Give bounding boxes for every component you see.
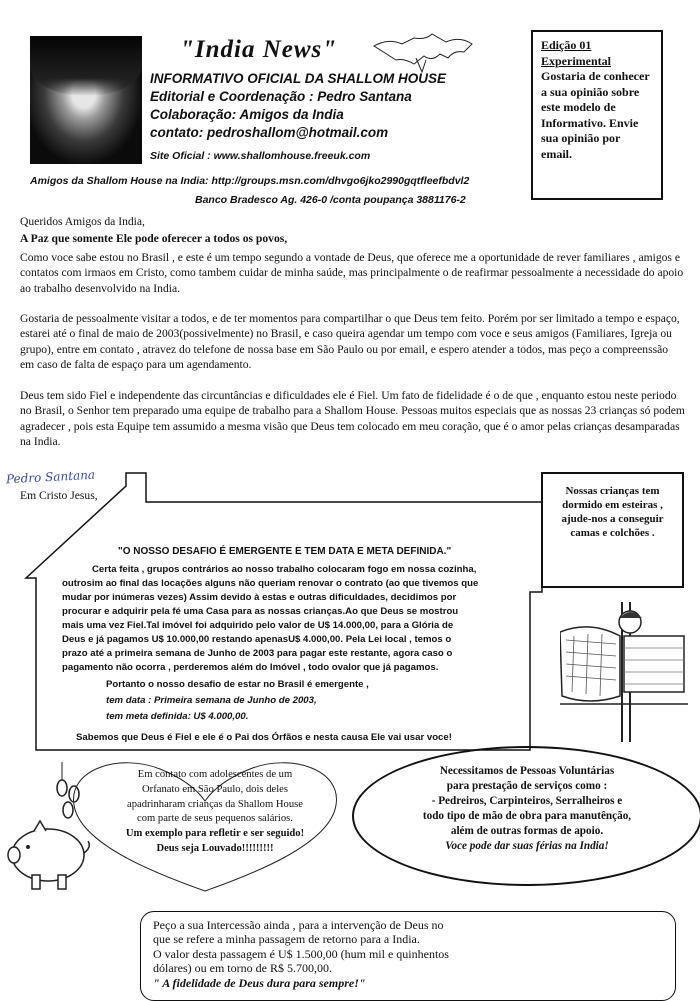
ticket-line-2: que se refere a minha passagem de retorno para a India. xyxy=(153,932,420,947)
heart-line-2: Orfanato em São Paulo, dois deles xyxy=(142,783,288,795)
house-line-8: pagamento não ocorra , perderemos além do Imóvel , todo ovalor que já pagamos. xyxy=(62,662,439,673)
header-photo xyxy=(30,36,142,164)
house-line-1: Certa feita , grupos contrários ao nosso trabalho colocaram fogo em nossa cozinha, xyxy=(92,564,477,575)
heart-text xyxy=(96,768,334,857)
ticket-line-1: Peço a sua Intercessão ainda , para a intervenção de Deus no xyxy=(153,918,444,932)
house-line-6: Deus e já pagamos U$ 10.000,00 restando apenasU$ 4.000,00. Pela Lei local , temos o xyxy=(62,634,452,645)
edition-label-2: Experimental xyxy=(541,53,611,68)
house-line-11: tem meta definida: U$ 4.000,00. xyxy=(106,711,249,722)
heart-line-4: com parte de seus pequenos salários. xyxy=(137,813,293,825)
heart-line-5: Um exemplo para refletir e ser seguido! xyxy=(125,828,305,840)
newsletter-title: "India News" xyxy=(180,36,338,63)
paragraph-1: Como voce sabe estou no Brasil , e este é um tempo segundo a vontade de Deus, que oferece me a oportunidade de rever familiares , amigos e contatos com irmaos em Cristo, como tambem cuidar de minha saúde, mas principalmente o de reafirmar pessoalmente a necessidade do apoio ao trabalho desenvolvido na India. xyxy=(20,251,684,295)
ticket-line-3: O valor desta passagem é U$ 1.500,00 (hum mil e quinhentos xyxy=(153,946,449,961)
official-site: Site Oficial : www.shallomhouse.freeuk.com xyxy=(150,150,371,162)
house-line-9: Portanto o nosso desafio de estar no Brasil é emergente , xyxy=(106,679,369,690)
house-line-4: procurar e adquirir pela fé uma Casa para as nossas crianças.Ao que Deus se mostrou xyxy=(62,606,459,617)
heart-line-1: Em contato com adolescentes de um xyxy=(137,769,293,780)
bank-info: Banco Bradesco Ag. 426-0 /conta poupança 3881176-2 xyxy=(195,194,466,206)
peace-line: A Paz que somente Ele pode oferecer a todos os povos, xyxy=(20,232,288,245)
volunteers-oval xyxy=(352,746,700,886)
challenge-headline: "O NOSSO DESAFIO É EMERGENTE E TEM DATA E META DEFINIDA." xyxy=(118,546,452,557)
paragraph-3: Deus tem sido Fiel e independente das circuntâncias e dificuldades ele é Fiel. Um fato de fidelidade é o de que , enquanto estou neste periodo no Brasil, o Senhor tem preparado uma equipe de trabalho para a Shallom House. Pessoas muitos especiais que as nossas 23 crianças só podem agradecer , pois esta Equipe tem assumido a mesma visão que Deus tem colocado em meu coração, que é o amor pelas crianças desamparadas na India. xyxy=(20,389,685,448)
sleeping-child-icon xyxy=(560,596,690,746)
greeting: Queridos Amigos da India, xyxy=(20,215,145,228)
group-link: Amigos da Shallom House na India: http://groups.msn.com/dhvgo6jko2990gqtfleefbdvl2 xyxy=(30,175,470,187)
edition-label: Edição 01 xyxy=(541,38,592,52)
volunteers-line-2: para prestação de serviços como : xyxy=(446,780,608,792)
contact: contato: pedroshallom@hotmail.com xyxy=(150,125,389,140)
volunteers-line-3: - Pedreiros, Carpinteiros, Serralheiros e xyxy=(431,795,623,807)
house-line-5: mais uma vez Fiel.Tal imóvel foi adquirido pelo valor de U$ 14.000,00, para a Glória de xyxy=(62,620,454,631)
house-line-12: Sabemos que Deus é Fiel e ele é o Pai dos Órfãos e nesta causa Ele vai usar voce! xyxy=(76,732,452,743)
volunteers-line-5: além de outras formas de apoio. xyxy=(450,825,604,837)
piggy-bank-icon xyxy=(2,815,92,895)
house-line-3: mudar por inúmeras vezes) Assim devido à estas e outras dificuldades, decidimos por xyxy=(62,592,457,603)
house-line-2: outrosim ao final das locações alguns não queriam renovar o contrato (ao que tivemos que xyxy=(62,578,479,589)
kids-box: Nossas crianças tem dormido em esteiras , ajude-nos a conseguir camas e colchões . xyxy=(541,472,684,588)
india-map-icon xyxy=(368,18,478,78)
house-line-7: prazo até a primeira semana de Junho de 2003 para pagar este restante, agora caso o xyxy=(62,648,453,659)
heart-line-6: Deus seja Louvado!!!!!!!!! xyxy=(156,842,274,854)
house-line-10: tem data : Primeira semana de Junho de 2003, xyxy=(106,695,317,706)
heart-line-3: apadrinharam crianças da Shallom House xyxy=(127,798,303,810)
collaboration: Colaboração: Amigos da India xyxy=(150,107,344,122)
signature: Pedro Santana xyxy=(5,467,96,487)
editorial: Editorial e Coordenação : Pedro Santana xyxy=(150,89,412,104)
edition-box xyxy=(531,30,663,200)
ticket-line-5: " A fidelidade de Deus dura para sempre!" xyxy=(153,975,366,990)
paragraph-2: Gostaria de pessoalmente visitar a todos, e de ter momentos para compartilhar o que Deus tem feito. Porém por ser limitado a tempo e espaço, estarei até o final de maio de 2003(possivelmente) no Brasil, e caso queira agendar um tempo com voce e seus amigos (Familiares, Igreja ou grupo), entre em contato , atravez do telefone de nossa base em São Paulo ou por email, e espero atender a todos, mas peço a compreenssão em caso de falta de espaço para um agendamento. xyxy=(20,312,680,371)
volunteers-line-6: Voce pode dar suas férias na India! xyxy=(445,840,609,852)
ticket-request-box xyxy=(140,911,676,1001)
edition-text: Gostaria de conhecer a sua opinião sobre este modelo de Informativo. Envie sua opinião por email. xyxy=(541,69,650,161)
ticket-line-4: dólares) ou em torno de R$ 5.700,00. xyxy=(153,961,332,976)
subtitle: INFORMATIVO OFICIAL DA SHALLOM HOUSE xyxy=(150,71,446,86)
volunteers-line-4: todo tipo de mão de obra para manutênção, xyxy=(422,810,632,822)
closing: Em Cristo Jesus, xyxy=(20,489,98,502)
coins-icon xyxy=(50,760,110,820)
volunteers-line-1: Necessitamos de Pessoas Voluntárias xyxy=(439,765,615,777)
